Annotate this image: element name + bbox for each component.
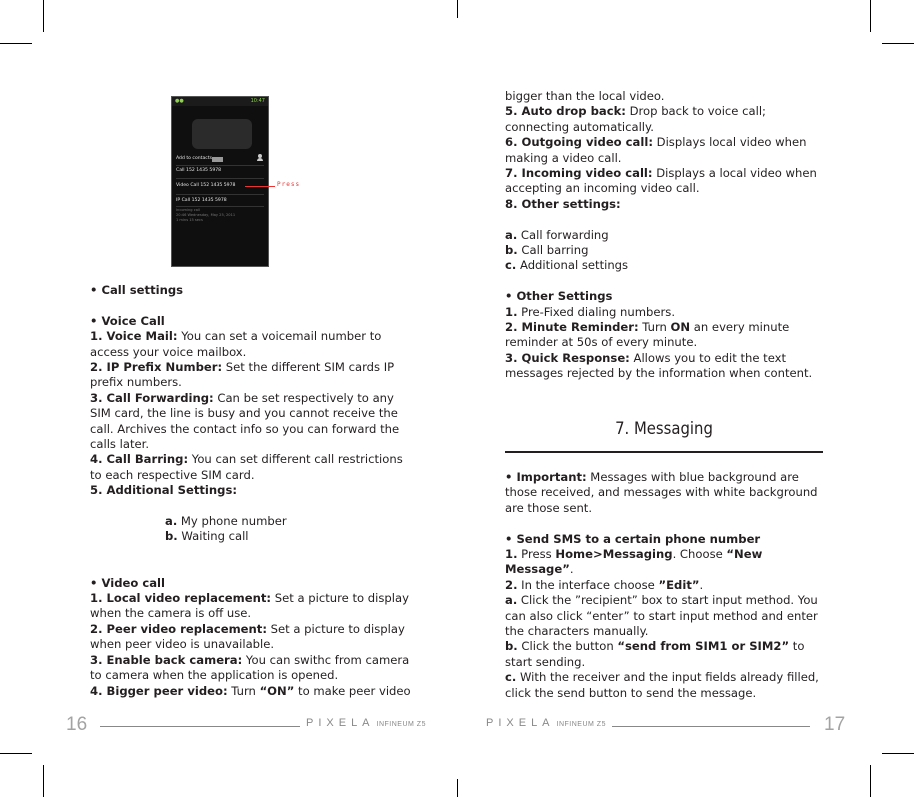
crop-mark <box>882 753 914 754</box>
phone-call-row: Call 152 1435 5978 <box>176 168 222 173</box>
paragraph <box>505 89 823 104</box>
paragraph <box>505 320 823 351</box>
body-text: . <box>569 562 574 577</box>
body-text: Allows you to edit the text messages rejected by the information when content. <box>505 350 813 381</box>
bold-text: 2. Minute Reminder: <box>505 320 639 335</box>
right-column-bottom <box>505 470 823 701</box>
footer-rule-right <box>612 726 810 727</box>
crop-mark <box>0 753 32 754</box>
paragraph <box>505 243 823 258</box>
bold-text: 4. Bigger peer video: <box>90 683 228 698</box>
body-text: Click the ”recipient” box to start input method. You can also click “enter” to start input method and enter the characters manually. <box>505 593 818 639</box>
crop-mark <box>870 765 871 797</box>
bold-text: ON <box>670 320 691 335</box>
right-column-top <box>505 89 823 382</box>
body-text: Turn <box>638 320 671 335</box>
bold-text: 1. Voice Mail: <box>90 329 178 344</box>
paragraph <box>505 547 823 578</box>
bold-text: a. <box>505 227 518 242</box>
brand-name: PIXELA <box>486 717 555 729</box>
bold-text: b. <box>165 529 178 544</box>
bold-text: • Send SMS to a certain phone number <box>505 531 761 546</box>
body-text: My phone number <box>177 514 287 529</box>
body-text: Displays a local video when accepting an incoming video call. <box>505 166 817 196</box>
bold-text: b. <box>505 639 518 654</box>
bold-text: 2. IP Prefix Number: <box>90 360 223 375</box>
phone-log-line: 1 mins 15 secs <box>176 218 203 222</box>
bold-text: 2. Peer video replacement: <box>90 621 267 636</box>
crop-mark <box>457 779 458 797</box>
bold-text: “ON” <box>259 683 295 698</box>
page-number-left: 16 <box>66 714 88 735</box>
paragraph <box>505 166 823 197</box>
body-text: Can be set respectively to any SIM card, the line is busy and you cannot receive the call. Archives the contact info so you can forward the calls later. <box>90 390 400 452</box>
phone-screenshot <box>171 96 269 267</box>
bold-text: 1. <box>505 304 518 319</box>
body-text: Call barring <box>517 243 589 258</box>
body-text: Press <box>517 547 556 562</box>
bold-text: 7. Incoming video call: <box>505 166 653 181</box>
body-text: With the receiver and the input fields already filled, click the send button to send the message. <box>505 670 819 700</box>
phone-add-contacts: Add to contacts <box>176 156 213 161</box>
bold-text: 5. Auto drop back: <box>505 104 626 119</box>
paragraph <box>90 283 415 298</box>
phone-status-bar <box>172 97 268 106</box>
body-text: an every minute reminder at 50s of every minute. <box>505 320 790 350</box>
bold-text: a. <box>165 514 178 529</box>
paragraph-gap <box>90 298 415 313</box>
body-text: Set a picture to display when the camera is off use. <box>90 591 409 621</box>
paragraph <box>505 289 823 304</box>
bold-text: Home>Messaging <box>555 547 673 562</box>
crop-mark <box>0 43 32 44</box>
section-heading: 7. Messaging <box>615 419 713 438</box>
paragraph <box>90 684 415 699</box>
brand-name: PIXELA <box>306 717 375 729</box>
bold-text: 5. Additional Settings: <box>90 483 237 498</box>
paragraph <box>90 391 415 453</box>
body-text: You can set a voicemail number to access your voice mailbox. <box>90 329 382 359</box>
paragraph <box>505 104 823 135</box>
paragraph <box>90 483 415 498</box>
phone-log-line: 20:46 Wednesday, May 25, 2011 <box>176 213 236 217</box>
divider <box>176 206 264 207</box>
bold-text: ”Edit” <box>658 577 700 592</box>
divider <box>176 165 264 166</box>
paragraph-gap <box>505 516 823 531</box>
bold-text: a. <box>505 593 518 608</box>
bold-text: 3. Quick Response: <box>505 350 630 365</box>
bold-text: c. <box>505 670 517 685</box>
paragraph <box>90 452 415 483</box>
phone-add-field <box>212 157 223 162</box>
body-text: Additional settings <box>516 258 629 273</box>
paragraph <box>505 532 823 547</box>
paragraph <box>505 228 823 243</box>
body-text: to start sending. <box>505 639 805 669</box>
paragraph <box>90 514 415 529</box>
body-text: Turn <box>227 683 260 698</box>
phone-video-call-row: Video Call 152 1435 5978 <box>176 183 236 188</box>
bold-text: c. <box>505 258 517 273</box>
bold-text: 4. Call Barring: <box>90 452 189 467</box>
brand-model: INFINEUM Z5 <box>556 721 606 728</box>
paragraph <box>505 578 823 593</box>
bold-text: 3. Call Forwarding: <box>90 390 214 405</box>
left-column <box>90 283 415 699</box>
paragraph <box>505 470 823 516</box>
paragraph <box>90 329 415 360</box>
crop-mark <box>457 0 458 18</box>
paragraph <box>505 351 823 382</box>
bold-text: • Video call <box>90 575 165 590</box>
divider <box>176 178 264 179</box>
paragraph <box>90 529 415 544</box>
crop-mark <box>43 0 44 32</box>
body-text: Messages with blue background are those received, and messages with white background are those sent. <box>505 470 818 515</box>
brand-model: INFINEUM Z5 <box>376 721 426 728</box>
paragraph <box>90 360 415 391</box>
crop-mark <box>882 43 914 44</box>
body-text: . <box>699 577 704 592</box>
body-text: to make peer video <box>294 683 411 698</box>
paragraph <box>505 639 823 670</box>
body-text: Call forwarding <box>517 227 609 242</box>
body-text: Set the different SIM cards IP prefix numbers. <box>90 360 395 390</box>
press-pointer-line <box>245 186 275 187</box>
paragraph <box>505 258 823 273</box>
bold-text: 1. <box>505 547 518 562</box>
body-text: Set a picture to display when peer video is unavailable. <box>90 621 405 652</box>
crop-mark <box>43 765 44 797</box>
body-text: Drop back to voice call; connecting automatically. <box>505 104 766 134</box>
paragraph <box>505 670 823 701</box>
bold-text: 1. Local video replacement: <box>90 591 272 606</box>
body-text: Pre-Fixed dialing numbers. <box>517 304 676 319</box>
person-icon <box>257 154 263 161</box>
paragraph-gap <box>90 560 415 575</box>
bold-text: 8. Other settings: <box>505 196 621 211</box>
bold-text: • Voice Call <box>90 313 165 328</box>
paragraph-gap <box>90 499 415 514</box>
paragraph <box>505 305 823 320</box>
paragraph-gap <box>505 274 823 289</box>
page-number-right: 17 <box>824 714 846 735</box>
bold-text: “New Message” <box>505 547 763 577</box>
body-text: . Choose <box>672 547 727 562</box>
phone-log-line: Incoming call <box>176 208 200 212</box>
bold-text: • Call settings <box>90 283 184 297</box>
heading-rule <box>505 451 823 453</box>
paragraph <box>90 622 415 653</box>
signal-icon: ●● <box>175 98 184 104</box>
paragraph <box>90 576 415 591</box>
body-text: In the interface choose <box>517 577 659 592</box>
paragraph <box>505 135 823 166</box>
body-text: You can set different call restrictions to each respective SIM card. <box>90 452 403 482</box>
paragraph <box>505 197 823 212</box>
footer-rule-left <box>100 726 300 727</box>
press-label: Press <box>277 181 301 188</box>
phone-time: 10:47 <box>250 98 265 104</box>
paragraph <box>90 653 415 684</box>
paragraph-gap <box>90 545 415 560</box>
bold-text: “send from SIM1 or SIM2” <box>617 639 790 654</box>
bold-text: • Important: <box>505 470 587 484</box>
phone-video-preview <box>192 119 252 149</box>
phone-ip-call-row: IP Call 152 1435 5978 <box>176 198 227 203</box>
bold-text: 2. <box>505 577 518 592</box>
bold-text: 3. Enable back camera: <box>90 652 243 667</box>
crop-mark <box>870 0 871 32</box>
bold-text: • Other Settings <box>505 289 613 304</box>
body-text: Displays local video when making a video call. <box>505 135 807 165</box>
bold-text: 6. Outgoing video call: <box>505 135 653 150</box>
bold-text: b. <box>505 243 518 258</box>
brand-logo-right <box>486 717 606 729</box>
brand-logo-left <box>306 717 426 729</box>
body-text: Click the button <box>517 639 618 654</box>
body-text: bigger than the local video. <box>505 89 665 103</box>
body-text: Waiting call <box>177 529 249 544</box>
body-text: You can swithc from camera to camera when the application is opened. <box>90 652 410 683</box>
paragraph <box>90 591 415 622</box>
divider <box>176 194 264 195</box>
paragraph <box>90 314 415 329</box>
paragraph-gap <box>505 212 823 227</box>
paragraph <box>505 593 823 639</box>
